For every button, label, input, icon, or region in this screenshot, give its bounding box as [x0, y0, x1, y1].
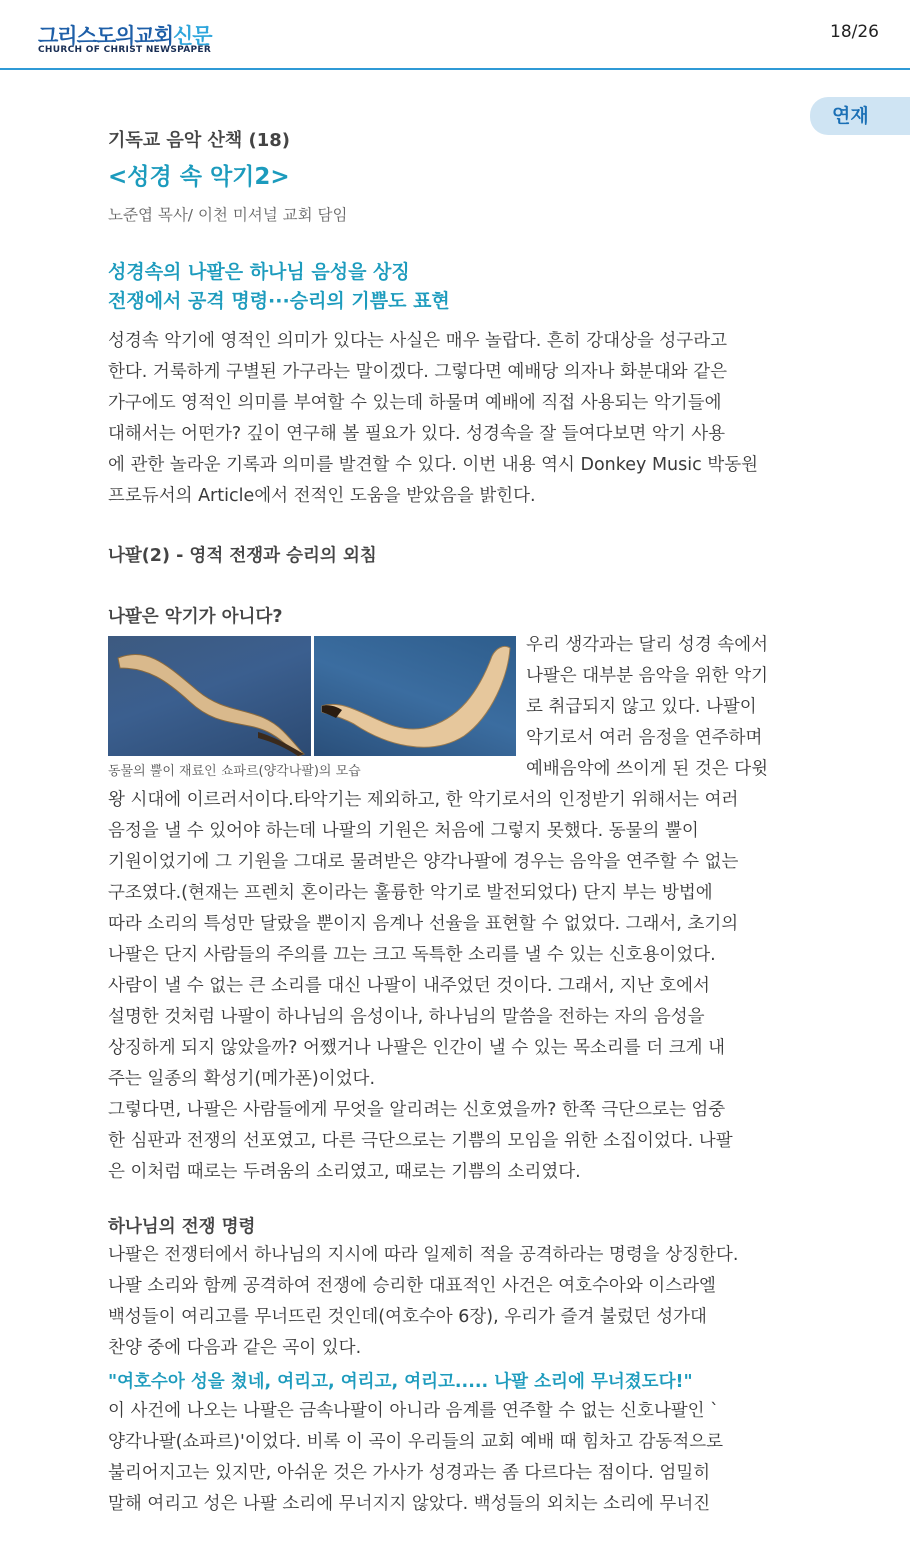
text-line: 음정을 낼 수 있어야 하는데 나팔의 기원은 처음에 그렇지 못했다. 동물의 뿔이	[108, 821, 699, 841]
logo-accent: 신문	[173, 24, 212, 48]
text-line: 구조였다.(현재는 프렌치 혼이라는 훌륭한 악기로 발전되었다) 단지 부는 방법에	[108, 883, 713, 903]
article-title: <성경 속 악기2>	[108, 164, 290, 190]
text-line: 에 관한 놀라운 기록과 의미를 발견할 수 있다. 이번 내용 역시 Donkey Music 박동원	[108, 455, 759, 475]
text-line: 왕 시대에 이르러서이다.타악기는 제외하고, 한 악기로서의 인정받기 위해서는 여러	[108, 790, 739, 810]
article-kicker: 기독교 음악 산책 (18)	[108, 130, 291, 151]
text-line: 나팔 소리와 함께 공격하여 전쟁에 승리한 대표적인 사건은 여호수아와 이스라엘	[108, 1276, 716, 1296]
series-tab[interactable]: 연재	[810, 97, 910, 135]
text-line: 악기로서 여러 음정을 연주하며	[526, 728, 763, 748]
text-line: 나팔은 전쟁터에서 하나님의 지시에 따라 일제히 적을 공격하라는 명령을 상징한다.	[108, 1245, 739, 1265]
intro-paragraph	[108, 326, 802, 512]
article-byline: 노준엽 목사/ 이천 미셔널 교회 담임	[108, 206, 348, 224]
text-line: 그렇다면, 나팔은 사람들에게 무엇을 알리려는 신호였을까? 한쪽 극단으로는 엄중	[108, 1100, 726, 1120]
text-line: 대해서는 어떤가? 깊이 연구해 볼 필요가 있다. 성경속을 잘 들여다보면 악기 사용	[108, 424, 725, 444]
page-number: 18/26	[830, 22, 879, 42]
text-line: 말해 여리고 성은 나팔 소리에 무너지지 않았다. 백성들의 외치는 소리에 무너진	[108, 1494, 711, 1514]
text-line: 로 취급되지 않고 있다. 나팔이	[526, 697, 757, 717]
photo-caption: 동물의 뿔이 재료인 쇼파르(양각나팔)의 모습	[108, 764, 361, 779]
text-line: 가구에도 영적인 의미를 부여할 수 있는데 하물며 예배에 직접 사용되는 악기들에	[108, 393, 722, 413]
subsection-title: 나팔은 악기가 아니다?	[108, 607, 283, 627]
text-line: 은 이처럼 때로는 두려움의 소리였고, 때로는 기쁨의 소리였다.	[108, 1162, 581, 1182]
headline-line: 전쟁에서 공격 명령···승리의 기쁨도 표현	[108, 290, 450, 312]
subsection-title: 하나님의 전쟁 명령	[108, 1217, 256, 1237]
war-command-paragraph	[108, 1240, 802, 1364]
logo-main: 그리스도의교회	[38, 24, 174, 48]
text-line: 설명한 것처럼 나팔이 하나님의 음성이나, 하나님의 말씀을 전하는 자의 음성을	[108, 1007, 705, 1027]
headline-line: 성경속의 나팔은 하나님 음성을 상징	[108, 261, 410, 283]
song-quote: "여호수아 성을 쳤네, 여리고, 여리고, 여리고..... 나팔 소리에 무너졌도다!"	[108, 1372, 693, 1392]
text-line: 양각나팔(쇼파르)'이었다. 비록 이 곡이 우리들의 교회 예배 때 힘차고 감동적으로	[108, 1432, 724, 1452]
text-line: 프로듀서의 Article에서 전적인 도움을 받았음을 밝힌다.	[108, 486, 536, 506]
text-line: 불리어지고는 있지만, 아쉬운 것은 가사가 성경과는 좀 다르다는 점이다. 엄밀히	[108, 1463, 711, 1483]
article-headline	[108, 258, 802, 316]
text-line: 이 사건에 나오는 나팔은 금속나팔이 아니라 음계를 연주할 수 없는 신호나팔인 `	[108, 1401, 719, 1421]
shofar-paragraph	[108, 630, 802, 1188]
text-line: 나팔은 단지 사람들의 주의를 끄는 크고 독특한 소리를 낼 수 있는 신호용이었다.	[108, 945, 716, 965]
text-line: 따라 소리의 특성만 달랐을 뿐이지 음계나 선율을 표현할 수 없었다. 그래서, 초기의	[108, 914, 739, 934]
text-line: 성경속 악기에 영적인 의미가 있다는 사실은 매우 놀랍다. 흔히 강대상을 성구라고	[108, 331, 728, 351]
text-line: 우리 생각과는 달리 성경 속에서	[526, 635, 769, 655]
text-line: 백성들이 여리고를 무너뜨린 것인데(여호수아 6장), 우리가 즐겨 불렀던 성가대	[108, 1307, 707, 1327]
text-line: 상징하게 되지 않았을까? 어쨌거나 나팔은 인간이 낼 수 있는 목소리를 더 크게 내	[108, 1038, 725, 1058]
text-line: 한다. 거룩하게 구별된 가구라는 말이겠다. 그렇다면 예배당 의자나 화분대와 같은	[108, 362, 728, 382]
text-line: 한 심판과 전쟁의 선포였고, 다른 극단으로는 기쁨의 모임을 위한 소집이었다. 나팔	[108, 1131, 733, 1151]
logo-english: CHURCH OF CHRIST NEWSPAPER	[38, 45, 212, 55]
text-line: 찬양 중에 다음과 같은 곡이 있다.	[108, 1338, 362, 1358]
text-line: 사람이 낼 수 없는 큰 소리를 대신 나팔이 내주었던 것이다. 그래서, 지난 호에서	[108, 976, 710, 996]
jericho-paragraph	[108, 1396, 802, 1520]
page-header	[0, 0, 910, 70]
section-title: 나팔(2) - 영적 전쟁과 승리의 외침	[108, 546, 377, 566]
text-line: 나팔은 대부분 음악을 위한 악기	[526, 666, 769, 686]
text-line: 주는 일종의 확성기(메가폰)이었다.	[108, 1069, 376, 1089]
text-line: 예배음악에 쓰이게 된 것은 다윗	[526, 759, 769, 779]
text-line: 기원이었기에 그 기원을 그대로 물려받은 양각나팔에 경우는 음악을 연주할 수 없는	[108, 852, 739, 872]
